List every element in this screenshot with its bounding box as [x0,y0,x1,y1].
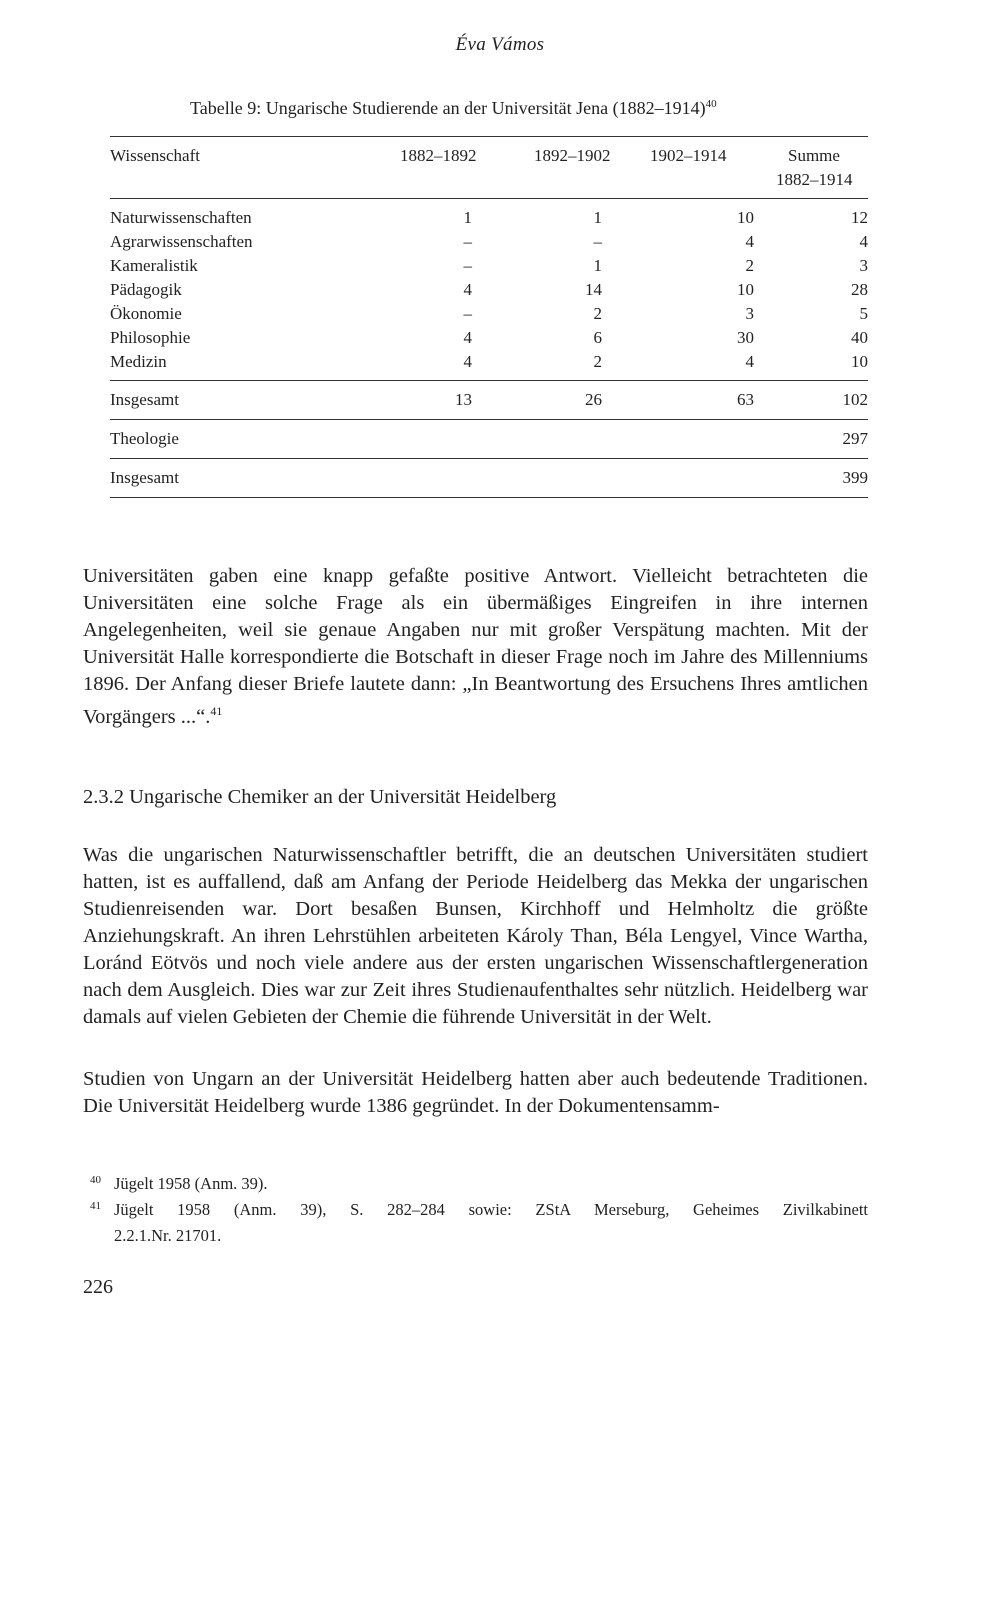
footnote-ref-41: 41 [210,704,223,718]
table-row: Philosophie 4 6 30 40 [110,328,868,347]
paragraph-1: Universitäten gaben eine knapp gefaßte positive Antwort. Vielleicht betrachteten die Universitäten eine solche Frage als ein übermäßiges Eingreifen in ihre internen Angelegenheiten, weil sie genaue Angaben nur mit großer Verspätung machten. Mit der Universität Halle korrespondierte die Botschaft in dieser Frage noch im Jahre des Millenniums 1896. Der Anfang dieser Briefe lautete dann: „In Beantwortung des Ersuchens Ihres amtlichen Vorgängers ...“.$^{41}$ [83,565,868,728]
header-rule [110,198,868,199]
table-row: Pädagogik 4 14 10 28 [110,280,868,299]
page-number: 226 [83,1276,113,1298]
table-bottom-rule [110,497,868,498]
table-row: Ökonomie – 2 3 5 [110,304,868,323]
table-row: Kameralistik – 1 2 3 [110,256,868,275]
theology-rule [110,419,868,420]
paragraph-2: Was die ungarischen Naturwissenschaftler betrifft, die an deutschen Universitäten studiert hatten, ist es auffallend, daß am Anfang der Periode Heidelberg das Mekka der ungarischen Studienreisenden war. Dort besaßen Bunsen, Kirchhoff und Helmholtz die größte Anziehungskraft. An ihren Lehrstühlen arbeiteten Károly Than, Béla Lengyel, Vince Wartha, Loránd Eötvös und noch viele andere aus der ersten ungarischen Wissenschaftlergeneration nach dem Ausgleich. Dies war zur Zeit ihres Studienaufenthaltes sehr nützlich. Heidelberg war damals auf vielen Gebieten der Chemie die führende Universität in der Welt. [83,844,868,1028]
table-grand-total-row: Insgesamt 399 [110,468,868,487]
header-summe: Summe [788,146,840,165]
paragraph-3: Studien von Ungarn an der Universität Heidelberg hatten aber auch bedeutende Traditionen. Die Universität Heidelberg wurde 1386 gegründet. In der Dokumentensamm- [83,1068,868,1117]
grand-total-rule [110,458,868,459]
subtotal-rule [110,380,868,381]
table-theology-row: Theologie 297 [110,429,868,448]
table-row: Medizin 4 2 4 10 [110,352,868,371]
section-heading: 2.3.2 Ungarische Chemiker an der Universität Heidelberg [83,786,557,808]
header-1892-1902: 1892–1902 [534,146,611,165]
header-1902-1914: 1902–1914 [650,146,727,165]
table-row: Agrarwissenschaften – – 4 4 [110,232,868,251]
table-total-row: Insgesamt 13 26 63 102 [110,390,868,409]
header-summe-range: 1882–1914 [776,170,853,189]
header-wissenschaft: Wissenschaft [110,146,200,165]
table-caption: Tabelle 9: Ungarische Studierende an der Universität Jena (1882–1914)$^{40}$ [190,98,717,118]
table-row: Naturwissenschaften 1 1 10 12 [110,208,868,227]
table-top-rule [110,136,868,137]
book-page: Éva Vámos Tabelle 9: Ungarische Studierende an der Universität Jena (1882–1914)$^{40}$ Wissenschaft 1882–1892 1892–1902 1902–1914 Summe 1882–1914 Naturwissenschaften 1 1 10 12 Agrarwissenschaften – – 4 4 Kameralistik – 1 2 3 Pädagogik 4 14 10 28 Ökonomie – 2 3 5 Philosophie 4 6 30 40 Medizin 4 2 4 10 Insgesamt 13 26 63 102 Theologie 297 Insgesamt 399 Universitäten gaben eine knapp gefaßte positive Antwort. Vielleicht betrachteten die Universitäten eine solche Frage als ein übermäßiges Eingreifen in ihre internen Angelegenheiten, weil sie genaue Angaben nur mit großer Verspätung machten. Mit der Universität Halle korrespondierte die Botschaft in dieser Frage noch im Jahre des Millenniums 1896. Der Anfang dieser Briefe lautete dann: „In Beantwortung des Ersuchens Ihres amtlichen Vorgängers ...“.$^{41}$ 2.3.2 Ungarische Chemiker an der Universität Heidelberg Was die ungarischen Naturwissenschaftler betrifft, die an deutschen Universitäten studiert hatten, ist es auffallend, daß am Anfang der Periode Heidelberg das Mekka der ungarischen Studienreisenden war. Dort besaßen Bunsen, Kirchhoff und Helmholtz die größte Anziehungskraft. An ihren Lehrstühlen arbeiteten Károly Than, Béla Lengyel, Vince Wartha, Loránd Eötvös und noch viele andere aus der ersten ungarischen Wissenschaftlergeneration nach dem Ausgleich. Dies war zur Zeit ihres Studienaufenthaltes sehr nützlich. Heidelberg war damals auf vielen Gebieten der Chemie die führende Universität in der Welt. Studien von Ungarn an der Universität Heidelberg hatten aber auch bedeutende Traditionen. Die Universität Heidelberg wurde 1386 gegründet. In der Dokumentensamm- 40 Jügelt 1958 (Anm. 39). 41 Jügelt 1958 (Anm. 39), S. 282–284 sowie: ZStA Merseburg, Geheimes Zivilkabinett 2.2.1.Nr. 21701. 226 [0,0,1000,1620]
header-1882-1892: 1882–1892 [400,146,477,165]
footnote-ref-40: 40 [705,98,717,110]
running-head: Éva Vámos [455,34,545,55]
